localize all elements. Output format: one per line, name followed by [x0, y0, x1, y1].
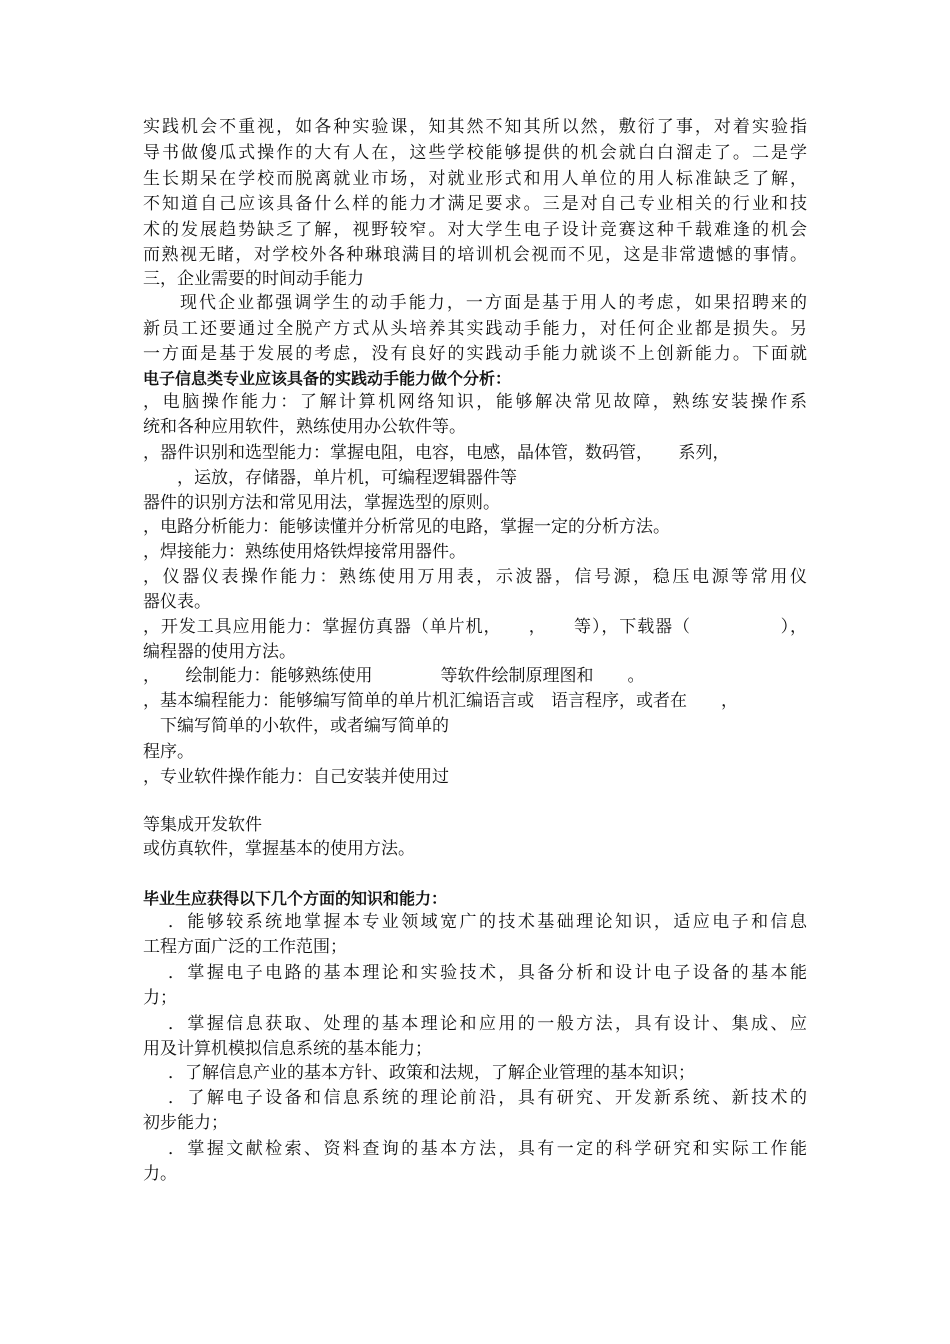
- list-item: ，电路分析能力：能够读懂并分析常见的电路，掌握一定的分析方法。: [143, 517, 670, 537]
- text-line: 生长期呆在学校而脱离就业市场，对就业形式和用人单位的用人标准缺乏了解，: [143, 169, 807, 189]
- list-item: ，电脑操作能力：了解计算机网络知识，能够解决常见故障，熟练安装操作系: [143, 392, 807, 412]
- list-item: ，运放，存储器，单片机，可编程逻辑器件等: [143, 468, 517, 488]
- text-line: 不知道自己应该具备什么样的能力才满足要求。三是对自己专业相关的行业和技: [143, 194, 807, 214]
- bold-line: 电子信息类专业应该具备的实践动手能力做个分析：: [143, 369, 512, 388]
- list-item: ．掌握信息获取、处理的基本理论和应用的一般方法，具有设计、集成、应: [168, 1014, 807, 1034]
- list-item: 力；: [143, 988, 177, 1008]
- list-item: ， 绘制能力：能够熟练使用 等软件绘制原理图和 。: [143, 666, 645, 686]
- list-item: 编程器的使用方法。: [143, 642, 296, 662]
- list-item: ，开发工具应用能力：掌握仿真器（单片机， ， 等），下载器（ ），: [143, 617, 807, 637]
- section-heading: 三，企业需要的时间动手能力: [143, 269, 364, 289]
- list-item: ．掌握文献检索、资料查询的基本方法，具有一定的科学研究和实际工作能: [168, 1139, 807, 1159]
- text-line: 导书做傻瓜式操作的大有人在，这些学校能够提供的机会就白白溜走了。二是学: [143, 143, 807, 163]
- list-item: 程序。: [143, 742, 194, 762]
- list-item: ．了解电子设备和信息系统的理论前沿，具有研究、开发新系统、新技术的: [168, 1088, 807, 1108]
- list-item: 初步能力；: [143, 1113, 228, 1133]
- list-item: 用及计算机模拟信息系统的基本能力；: [143, 1039, 432, 1059]
- list-item: 工程方面广泛的工作范围；: [143, 937, 347, 957]
- list-item: ，器件识别和选型能力：掌握电阻，电容，电感，晶体管，数码管， 系列，: [143, 443, 730, 463]
- text-line: 一方面是基于发展的考虑，没有良好的实践动手能力就谈不上创新能力。下面就: [143, 344, 807, 364]
- text-line: 现代企业都强调学生的动手能力，一方面是基于用人的考虑，如果招聘来的: [180, 293, 807, 313]
- list-item: 等集成开发软件: [143, 815, 262, 835]
- section-heading: 毕业生应获得以下几个方面的知识和能力：: [143, 889, 448, 908]
- list-item: 力。: [143, 1164, 177, 1184]
- list-item: ．掌握电子电路的基本理论和实验技术，具备分析和设计电子设备的基本能: [168, 963, 807, 983]
- list-item: 或仿真软件，掌握基本的使用方法。: [143, 839, 415, 859]
- list-item: ．能够较系统地掌握本专业领域宽广的技术基础理论知识，适应电子和信息: [168, 912, 807, 932]
- text-line: 而熟视无睹，对学校外各种琳琅满目的培训机会视而不见，这是非常遗憾的事情。: [143, 245, 807, 265]
- list-item: ，仪器仪表操作能力：熟练使用万用表，示波器，信号源，稳压电源等常用仪: [143, 567, 807, 587]
- list-item: 统和各种应用软件，熟练使用办公软件等。: [143, 417, 466, 437]
- text-line: 实践机会不重视，如各种实验课，知其然不知其所以然，敷衍了事，对着实验指: [143, 117, 807, 137]
- list-item: ，基本编程能力：能够编写简单的单片机汇编语言或 语言程序，或者在 ，: [143, 691, 738, 711]
- list-item: 器仪表。: [143, 592, 211, 612]
- text-line: 术的发展趋势缺乏了解，视野较窄。对大学生电子设计竞赛这种千载难逢的机会: [143, 220, 807, 240]
- list-item: ，专业软件操作能力：自己安装并使用过: [143, 767, 449, 787]
- text-line: 新员工还要通过全脱产方式从头培养其实践动手能力，对任何企业都是损失。另: [143, 319, 807, 339]
- list-item: ，焊接能力：熟练使用烙铁焊接常用器件。: [143, 542, 466, 562]
- list-item: 器件的识别方法和常见用法，掌握选型的原则。: [143, 493, 500, 513]
- list-item: 下编写简单的小软件，或者编写简单的: [143, 716, 449, 736]
- list-item: ．了解信息产业的基本方针、政策和法规，了解企业管理的基本知识；: [168, 1063, 695, 1083]
